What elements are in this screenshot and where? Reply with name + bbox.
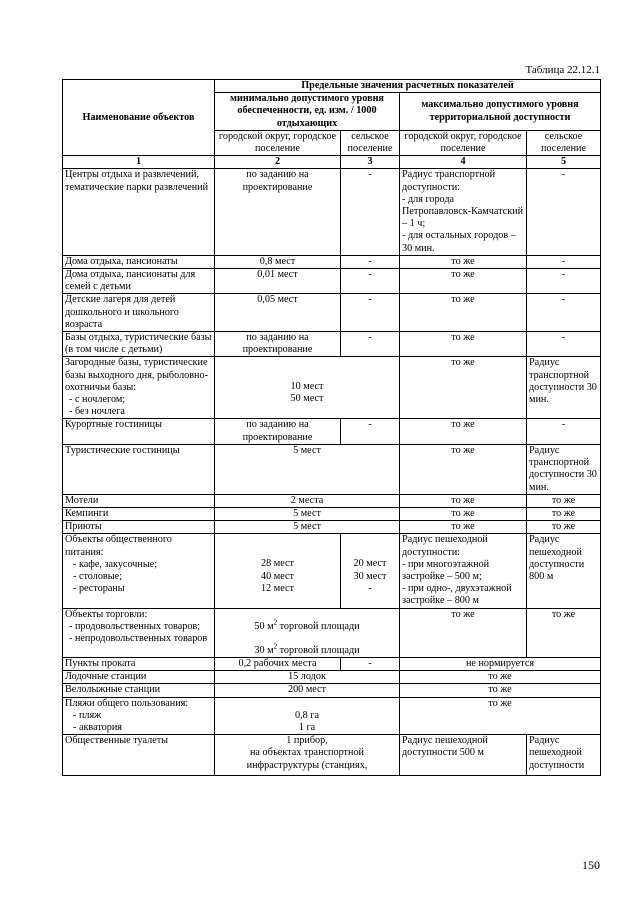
table-row bbox=[63, 521, 601, 534]
cell-clip: Радиус пешеходной доступности bbox=[529, 735, 585, 771]
cell-min-merged: 5 мест bbox=[215, 444, 400, 494]
cell-rural-max: то же bbox=[527, 507, 601, 520]
header-rural-1: сельское поселение bbox=[341, 130, 400, 155]
header-max-level: максимально допустимого уровня территориальной доступности bbox=[400, 93, 601, 131]
cell-line: 1 прибор, bbox=[286, 735, 328, 747]
table-row bbox=[63, 735, 601, 776]
col-number-3: 3 bbox=[341, 156, 400, 169]
cell-clip: Радиус пешеходной доступности 500 м bbox=[402, 735, 488, 759]
header-group: Предельные значения расчетных показателей bbox=[215, 80, 601, 93]
cell-rural-max: Радиус транспортной доступности 30 мин. bbox=[527, 444, 601, 494]
row-subitem: - столовые; bbox=[73, 570, 122, 582]
row-name bbox=[63, 357, 215, 419]
row-name: Базы отдыха, туристические базы (в том числе с детьми) bbox=[63, 332, 215, 357]
cell-line: - при многоэтажной застройке – 500 м; bbox=[402, 558, 490, 582]
row-name-main: Объекты торговли: bbox=[65, 608, 148, 620]
table-row bbox=[63, 357, 601, 419]
cell-line: Радиус пешеходной доступности: bbox=[402, 534, 488, 558]
cell-rural-min: - bbox=[341, 332, 400, 357]
table-row bbox=[63, 494, 601, 507]
cell-line: 50 мест bbox=[290, 393, 324, 405]
cell-min-merged bbox=[215, 357, 400, 419]
cell-urban-max: то же bbox=[400, 255, 527, 268]
cell-urban-max bbox=[400, 534, 527, 608]
row-name-main: Объекты общественного питания: bbox=[65, 534, 172, 558]
table-row bbox=[63, 671, 601, 684]
row-name-main: Пляжи общего пользования: bbox=[65, 697, 189, 709]
row-name-main: Загородные базы, туристические базы выходного дня, рыболовно-охотничьи базы: bbox=[65, 357, 208, 393]
cell-urban-max: то же bbox=[400, 608, 527, 657]
cell-line bbox=[217, 642, 397, 657]
col-number-5: 5 bbox=[527, 156, 601, 169]
row-name: Дома отдыха, пансионаты bbox=[63, 255, 215, 268]
row-subitem: - кафе, закусочные; bbox=[73, 558, 158, 570]
cell-urban-max bbox=[400, 169, 527, 255]
cell-line: 12 мест bbox=[261, 582, 294, 594]
cell-line: 28 мест bbox=[261, 558, 294, 570]
cell-line: - для города Петропавловск-Камчатский – 1 ч; bbox=[402, 193, 524, 230]
cell-urban-max: то же bbox=[400, 494, 527, 507]
cell-line: 20 мест bbox=[353, 558, 387, 570]
cell-rural-min: - bbox=[341, 269, 400, 294]
cell-urban-min: 0,2 рабочих места bbox=[215, 657, 341, 670]
cell-line: - для остальных городов – 30 мин. bbox=[402, 230, 516, 254]
unit-text: торговой площади bbox=[277, 620, 360, 632]
table-row bbox=[63, 294, 601, 332]
row-name: Лодочные станции bbox=[63, 671, 215, 684]
unit-text: торговой площади bbox=[277, 644, 360, 656]
row-name: Кемпинги bbox=[63, 507, 215, 520]
header-urban-1: городской округ, городское поселение bbox=[215, 130, 341, 155]
column-numbers-row bbox=[63, 156, 601, 169]
cell-min-merged: 200 мест bbox=[215, 684, 400, 697]
cell-urban-max: то же bbox=[400, 507, 527, 520]
table-row bbox=[63, 657, 601, 670]
table-row bbox=[63, 684, 601, 697]
row-subitem: - пляж bbox=[73, 709, 102, 721]
table-caption: Таблица 22.12.1 bbox=[525, 64, 600, 76]
cell-rural-min: - bbox=[341, 657, 400, 670]
cell-max-merged: то же bbox=[400, 697, 601, 735]
cell-min-merged: 5 мест bbox=[215, 507, 400, 520]
row-name: Центры отдыха и развлечений, тематические парки развлечений bbox=[63, 169, 215, 255]
cell-line: на объектах транспортной инфраструктуры (станциях, bbox=[246, 747, 368, 771]
cell-rural-max: - bbox=[527, 419, 601, 444]
cell-line: 1 га bbox=[298, 721, 316, 733]
cell-rural-min bbox=[341, 534, 400, 608]
cell-max-merged: то же bbox=[400, 684, 601, 697]
row-subitem: - без ночлега bbox=[69, 406, 125, 418]
cell-urban-max: то же bbox=[400, 419, 527, 444]
cell-rural-max: - bbox=[527, 169, 601, 255]
cell-rural-max: то же bbox=[527, 494, 601, 507]
cell-line: 10 мест bbox=[290, 381, 324, 393]
row-name bbox=[63, 735, 215, 776]
cell-urban-min: по заданию на проектирование bbox=[215, 169, 341, 255]
row-subitem: - акватория bbox=[73, 721, 122, 733]
cell-urban-min: 0,01 мест bbox=[215, 269, 341, 294]
cell-line: 0,8 га bbox=[295, 709, 319, 721]
row-name: Курортные гостиницы bbox=[63, 419, 215, 444]
header-min-level: минимально допустимого уровня обеспеченности, ед. изм. / 1000 отдыхающих bbox=[215, 93, 400, 131]
table-row bbox=[63, 269, 601, 294]
cell-urban-max: то же bbox=[400, 357, 527, 419]
cell-rural-max: - bbox=[527, 269, 601, 294]
cell-urban-min: по заданию на проектирование bbox=[215, 332, 341, 357]
header-row-1 bbox=[63, 80, 601, 93]
cell-line bbox=[217, 618, 397, 633]
cell-max-merged: то же bbox=[400, 671, 601, 684]
unit-superscript: 2 bbox=[273, 642, 278, 651]
table-row bbox=[63, 169, 601, 255]
cell-rural-max bbox=[527, 735, 601, 776]
cell-rural-max: Радиус транспортной доступности 30 мин. bbox=[527, 357, 601, 419]
row-name: Мотели bbox=[63, 494, 215, 507]
cell-min-merged: 5 мест bbox=[215, 521, 400, 534]
row-name: Детские лагеря для детей дошкольного и школьного возраста bbox=[63, 294, 215, 332]
cell-rural-min: - bbox=[341, 255, 400, 268]
cell-rural-max: - bbox=[527, 255, 601, 268]
row-subitem: - продовольственных товаров; bbox=[69, 620, 201, 632]
header-rural-2: сельское поселение bbox=[527, 130, 601, 155]
table-row bbox=[63, 507, 601, 520]
row-name: Велолыжные станции bbox=[63, 684, 215, 697]
cell-rural-min: - bbox=[341, 169, 400, 255]
row-name bbox=[63, 608, 215, 657]
table-row bbox=[63, 332, 601, 357]
cell-rural-max: - bbox=[527, 332, 601, 357]
value-text: 30 м bbox=[254, 644, 274, 656]
row-subitem: - с ночлегом; bbox=[69, 394, 126, 406]
row-name: Туристические гостиницы bbox=[63, 444, 215, 494]
table-row bbox=[63, 534, 601, 608]
cell-rural-max: то же bbox=[527, 521, 601, 534]
table-row bbox=[63, 255, 601, 268]
col-number-2: 2 bbox=[215, 156, 341, 169]
cell-urban-max: то же bbox=[400, 332, 527, 357]
cell-line: - при одно-, двухэтажной застройке – 800 м bbox=[402, 583, 512, 607]
cell-rural-max: то же bbox=[527, 608, 601, 657]
header-name: Наименование объектов bbox=[63, 80, 215, 156]
cell-urban-min: по заданию на проектирование bbox=[215, 419, 341, 444]
row-name bbox=[63, 534, 215, 608]
cell-max-merged: не нормируется bbox=[400, 657, 601, 670]
cell-urban-max: то же bbox=[400, 294, 527, 332]
col-number-1: 1 bbox=[63, 156, 215, 169]
cell-urban-max: то же bbox=[400, 521, 527, 534]
row-subitem: - непродовольственных товаров bbox=[69, 632, 208, 644]
row-name: Приюты bbox=[63, 521, 215, 534]
value-text: 50 м bbox=[254, 620, 274, 632]
table-row bbox=[63, 444, 601, 494]
cell-urban-max: то же bbox=[400, 269, 527, 294]
cell-min-merged bbox=[215, 697, 400, 735]
cell-line: 40 мест bbox=[261, 570, 294, 582]
cell-min-merged: 2 места bbox=[215, 494, 400, 507]
table-row bbox=[63, 419, 601, 444]
cell-rural-max: - bbox=[527, 294, 601, 332]
cell-min-merged: 15 лодок bbox=[215, 671, 400, 684]
cell-urban-min: 0,8 мест bbox=[215, 255, 341, 268]
page-number: 150 bbox=[582, 858, 600, 872]
cell-line: Радиус транспортной доступности: bbox=[402, 169, 496, 193]
row-name bbox=[63, 697, 215, 735]
cell-urban-min bbox=[215, 534, 341, 608]
norms-table bbox=[62, 79, 601, 776]
row-subitem: - рестораны bbox=[73, 583, 125, 595]
row-name: Пункты проката bbox=[63, 657, 215, 670]
table-row bbox=[63, 608, 601, 657]
cell-clip bbox=[217, 735, 397, 775]
cell-rural-min: - bbox=[341, 419, 400, 444]
cell-rural-min: - bbox=[341, 294, 400, 332]
cell-line: - bbox=[368, 582, 372, 594]
cell-rural-max: Радиус пешеходной доступности 800 м bbox=[527, 534, 601, 608]
cell-urban-min: 0,05 мест bbox=[215, 294, 341, 332]
cell-urban-max bbox=[400, 735, 527, 776]
cell-line: 30 мест bbox=[353, 570, 387, 582]
cell-urban-max: то же bbox=[400, 444, 527, 494]
cell-clip: Общественные туалеты bbox=[65, 735, 169, 747]
col-number-4: 4 bbox=[400, 156, 527, 169]
cell-min-merged bbox=[215, 608, 400, 657]
header-urban-2: городской округ, городское поселение bbox=[400, 130, 527, 155]
table-row bbox=[63, 697, 601, 735]
row-name: Дома отдыха, пансионаты для семей с детьми bbox=[63, 269, 215, 294]
cell-min-merged bbox=[215, 735, 400, 776]
unit-superscript: 2 bbox=[273, 618, 278, 627]
